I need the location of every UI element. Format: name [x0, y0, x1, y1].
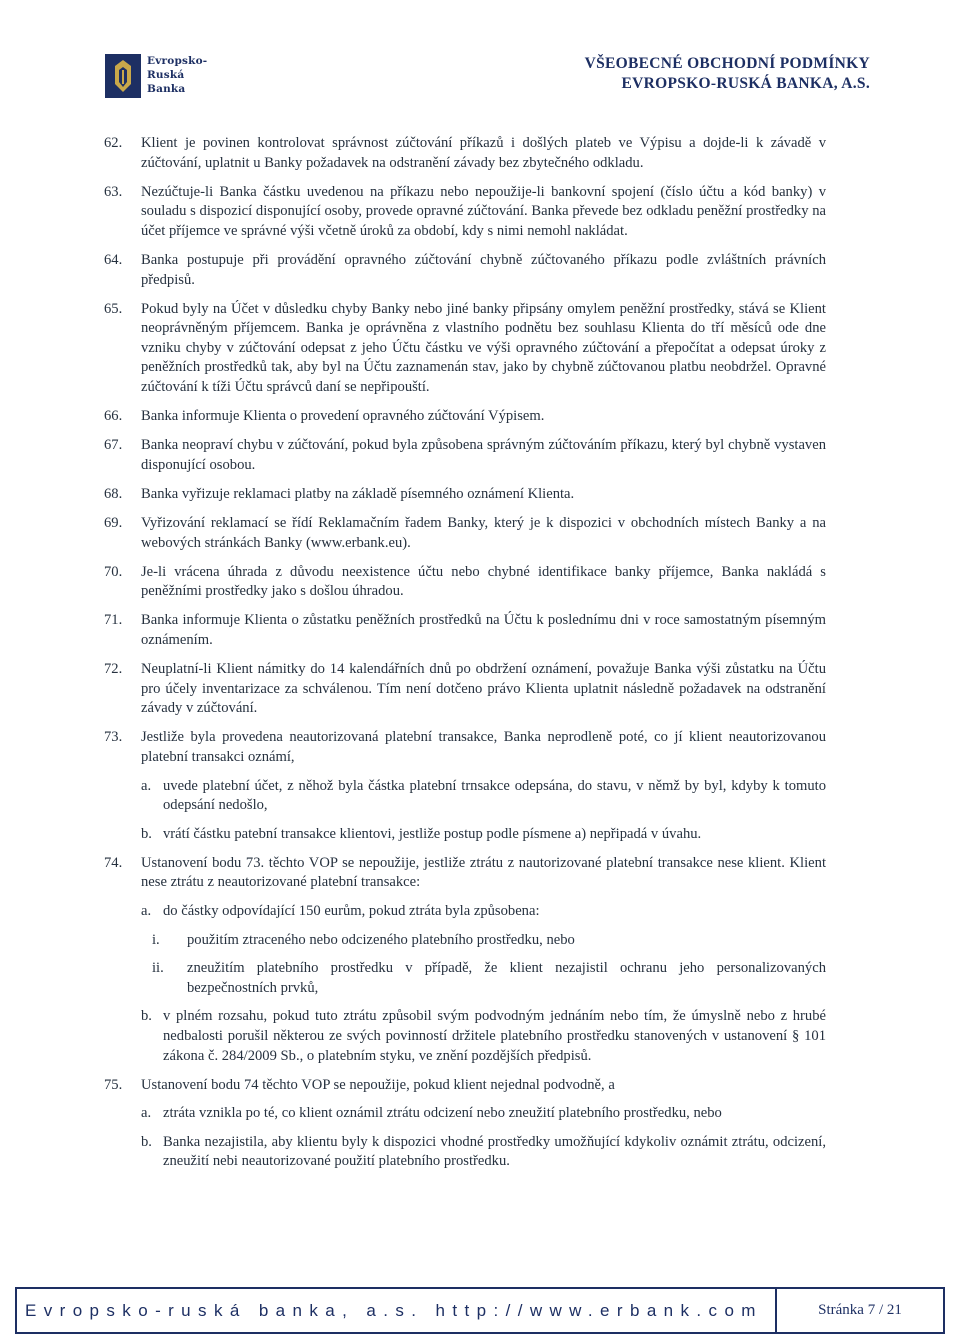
clause-text: Nezúčtuje-li Banka částku uvedenou na příkazu nebo nepoužije-li bankovní spojení (číslo účtu a kód banky) v souladu s dispozicí disponující osoby, provede opravné zúčtování. Banka převede bez odkladu peněžní prostředky na účet příjemce ve správné výši včetně úroků za období, kdy s nimi nemohl nakládat. [141, 183, 826, 239]
clause-75 [104, 1076, 826, 1172]
sub-text: ztráta vznikla po té, co klient oznámil ztrátu odcizení nebo zneužití platebního prostředku, nebo [163, 1105, 722, 1122]
clause-text: Ustanovení bodu 74 těchto VOP se nepoužije, pokud klient nejednal podvodně, a [141, 1076, 615, 1093]
clause-74-a-i [141, 931, 826, 951]
logo-line-1: Evropsko- [147, 55, 208, 67]
clause-text: Banka postupuje při provádění opravného zúčtování chybně zúčtovaného příkazu podle zvláštních právních předpisů. [141, 251, 826, 288]
clause-number: 68. [104, 485, 123, 502]
clause-text: Je-li vrácena úhrada z důvodu neexistence účtu nebo chybné identifikace banky příjemce, Banka nakládá s peněžními prostředky jako s došlou úhradou. [141, 563, 826, 600]
clause-text: Jestliže byla provedena neautorizovaná platební transakce, Banka neprodleně poté, co jí klient neautorizovanou platební transakci oznámí, [141, 729, 826, 765]
page-footer [15, 1287, 945, 1334]
clause-number: 75. [104, 1076, 123, 1093]
clause-63 [104, 183, 826, 242]
clause-number: 64. [104, 251, 123, 268]
clause-73-a [141, 777, 826, 816]
clause-71 [104, 611, 826, 650]
logo-wordmark [147, 54, 207, 96]
clause-number: 72. [104, 661, 123, 678]
bank-logo [105, 52, 208, 100]
clause-74-b [141, 1007, 826, 1066]
clause-text: Neuplatní-li Klient námitky do 14 kalendářních dnů po obdržení oznámení, považuje Banka výši zůstatku na Účtu pro účely inventarizace za schválenou. Tím není dotčeno právo Klienta uplatnit následně požadavek na odstranění závady v zúčtování. [141, 661, 826, 717]
clause-number: 66. [104, 408, 123, 425]
subsub-text: použitím ztraceného nebo odcizeného platebního prostředku, nebo [187, 931, 575, 948]
subsub-text: zneužitím platebního prostředku v případě, že klient nezajistil ochranu jeho personalizovaných bezpečnostních prvků, [187, 960, 826, 996]
page-number: Stránka 7 / 21 [775, 1289, 943, 1332]
clause-number: 70. [104, 563, 123, 580]
clause-69 [104, 514, 826, 553]
document-title-line-1: VŠEOBECNÉ OBCHODNÍ PODMÍNKY [584, 55, 870, 72]
clause-75-b [141, 1133, 826, 1172]
clause-74-a [141, 902, 826, 922]
clause-73-b [141, 825, 826, 845]
clause-number: 67. [104, 437, 123, 454]
clause-number: 63. [104, 183, 123, 200]
sub-number: b. [141, 1008, 152, 1025]
sub-text: uvede platební účet, z něhož byla částka platební trnsakce odepsána, do stavu, v němž by byl, kdyby k tomuto odepsání nedošlo, [163, 777, 826, 814]
clause-70 [104, 563, 826, 602]
sub-number: a. [141, 903, 152, 919]
sub-text: v plném rozsahu, pokud tuto ztrátu způsobil svým podvodným jednáním nebo tím, že úmyslně nebo z hrubé nedbalosti porušil některou ze svých povinností držitele platebního prostředku stanovených v ustanovení § 101 zákona č. 284/2009 Sb., o platebním styku, ve znění pozdějších předpisů. [163, 1008, 826, 1064]
footer-bank-url: Evropsko-ruská banka, a.s. http://www.erbank.com [25, 1300, 763, 1320]
clause-text: Klient je povinen kontrolovat správnost zúčtování příkazů i došlých plateb ve Výpisu a dojde-li k závadě v zúčtování, uplatnit u Banky požadavek na odstranění závady bez zbytečného odkladu. [141, 135, 826, 171]
sub-number: b. [141, 1133, 152, 1150]
clause-text: Vyřizování reklamací se řídí Reklamačním řadem Banky, který je k dispozici v obchodních místech Banky a na webových stránkách Banky (www.erbank.eu). [141, 515, 826, 551]
sub-number: b. [141, 825, 152, 842]
clause-72 [104, 660, 826, 719]
sub-number: a. [141, 777, 152, 794]
clause-number: 69. [104, 515, 123, 531]
subsub-number: i. [152, 931, 160, 948]
clause-text: Ustanovení bodu 73. těchto VOP se nepoužije, jestliže ztrátu z nautorizované platební transakce nese klient. Klient nese ztrátu z neautorizované platební transakce: [141, 854, 826, 891]
logo-line-2: Ruská [147, 69, 185, 81]
clause-74-a-ii [141, 959, 826, 998]
subsub-number: ii. [152, 960, 164, 977]
clause-65 [104, 300, 826, 398]
clause-number: 73. [104, 729, 123, 746]
document-title-line-2: EVROPSKO-RUSKÁ BANKA, A.S. [621, 75, 870, 92]
clause-73 [104, 728, 826, 844]
clause-text: Pokud byly na Účet v důsledku chyby Banky nebo jiné banky připsány omylem peněžní prostředky, stává se Klient neoprávněným příjemcem. Banka je oprávněna z vlastního podnětu bez souhlasu Klienta do tří měsíců ode dne vzniku chyby v zúčtování odepsat z jeho Účtu částku ve výši opravného zúčtování a přepočítat a odepsat úroky z peněžních prostředků tak, aby byl na Účtu zaznamenán stav, jako by chybně zúčtovanou platbu neobdržel. Opravné zúčtování k tíži Účtu správců daní se nepřipouští. [141, 300, 826, 396]
sub-text: Banka nezajistila, aby klientu byly k dispozici vhodné prostředky umožňující kdykoliv oznámit ztrátu, odcizení, zneužití nebi neautorizované použití platebního prostředku. [163, 1133, 826, 1170]
clause-text: Banka vyřizuje reklamaci platby na základě písemného oznámení Klienta. [141, 485, 575, 502]
clause-number: 65. [104, 300, 123, 317]
document-title [585, 54, 870, 94]
clause-74 [104, 854, 826, 1066]
clause-text: Banka informuje Klienta o provedení opravného zúčtování Výpisem. [141, 408, 545, 425]
clause-68 [104, 485, 826, 505]
page-header [0, 0, 960, 110]
sub-text: vrátí částku patební transakce klientovi, jestliže postup podle písmene a) nepřipadá v úvahu. [163, 825, 702, 842]
logo-emblem-icon [105, 54, 141, 98]
clause-62 [104, 134, 826, 173]
document-body [104, 134, 826, 1182]
sub-number: a. [141, 1105, 152, 1122]
clause-64 [104, 251, 826, 290]
clause-number: 74. [104, 854, 123, 871]
clause-number: 71. [104, 612, 123, 629]
clause-75-a [141, 1104, 826, 1124]
logo-line-3: Banka [147, 83, 186, 95]
clause-text: Banka informuje Klienta o zůstatku peněžních prostředků na Účtu k poslednímu dni v roce samostatným písemným oznámením. [141, 612, 826, 648]
sub-text: do částky odpovídající 150 eurům, pokud ztráta byla způsobena: [163, 903, 540, 919]
clause-67 [104, 436, 826, 475]
clause-66 [104, 407, 826, 427]
clause-number: 62. [104, 135, 123, 151]
clause-text: Banka neopraví chybu v zúčtování, pokud byla způsobena správným zúčtováním příkazu, který byl chybně vystaven disponující osobou. [141, 437, 826, 473]
